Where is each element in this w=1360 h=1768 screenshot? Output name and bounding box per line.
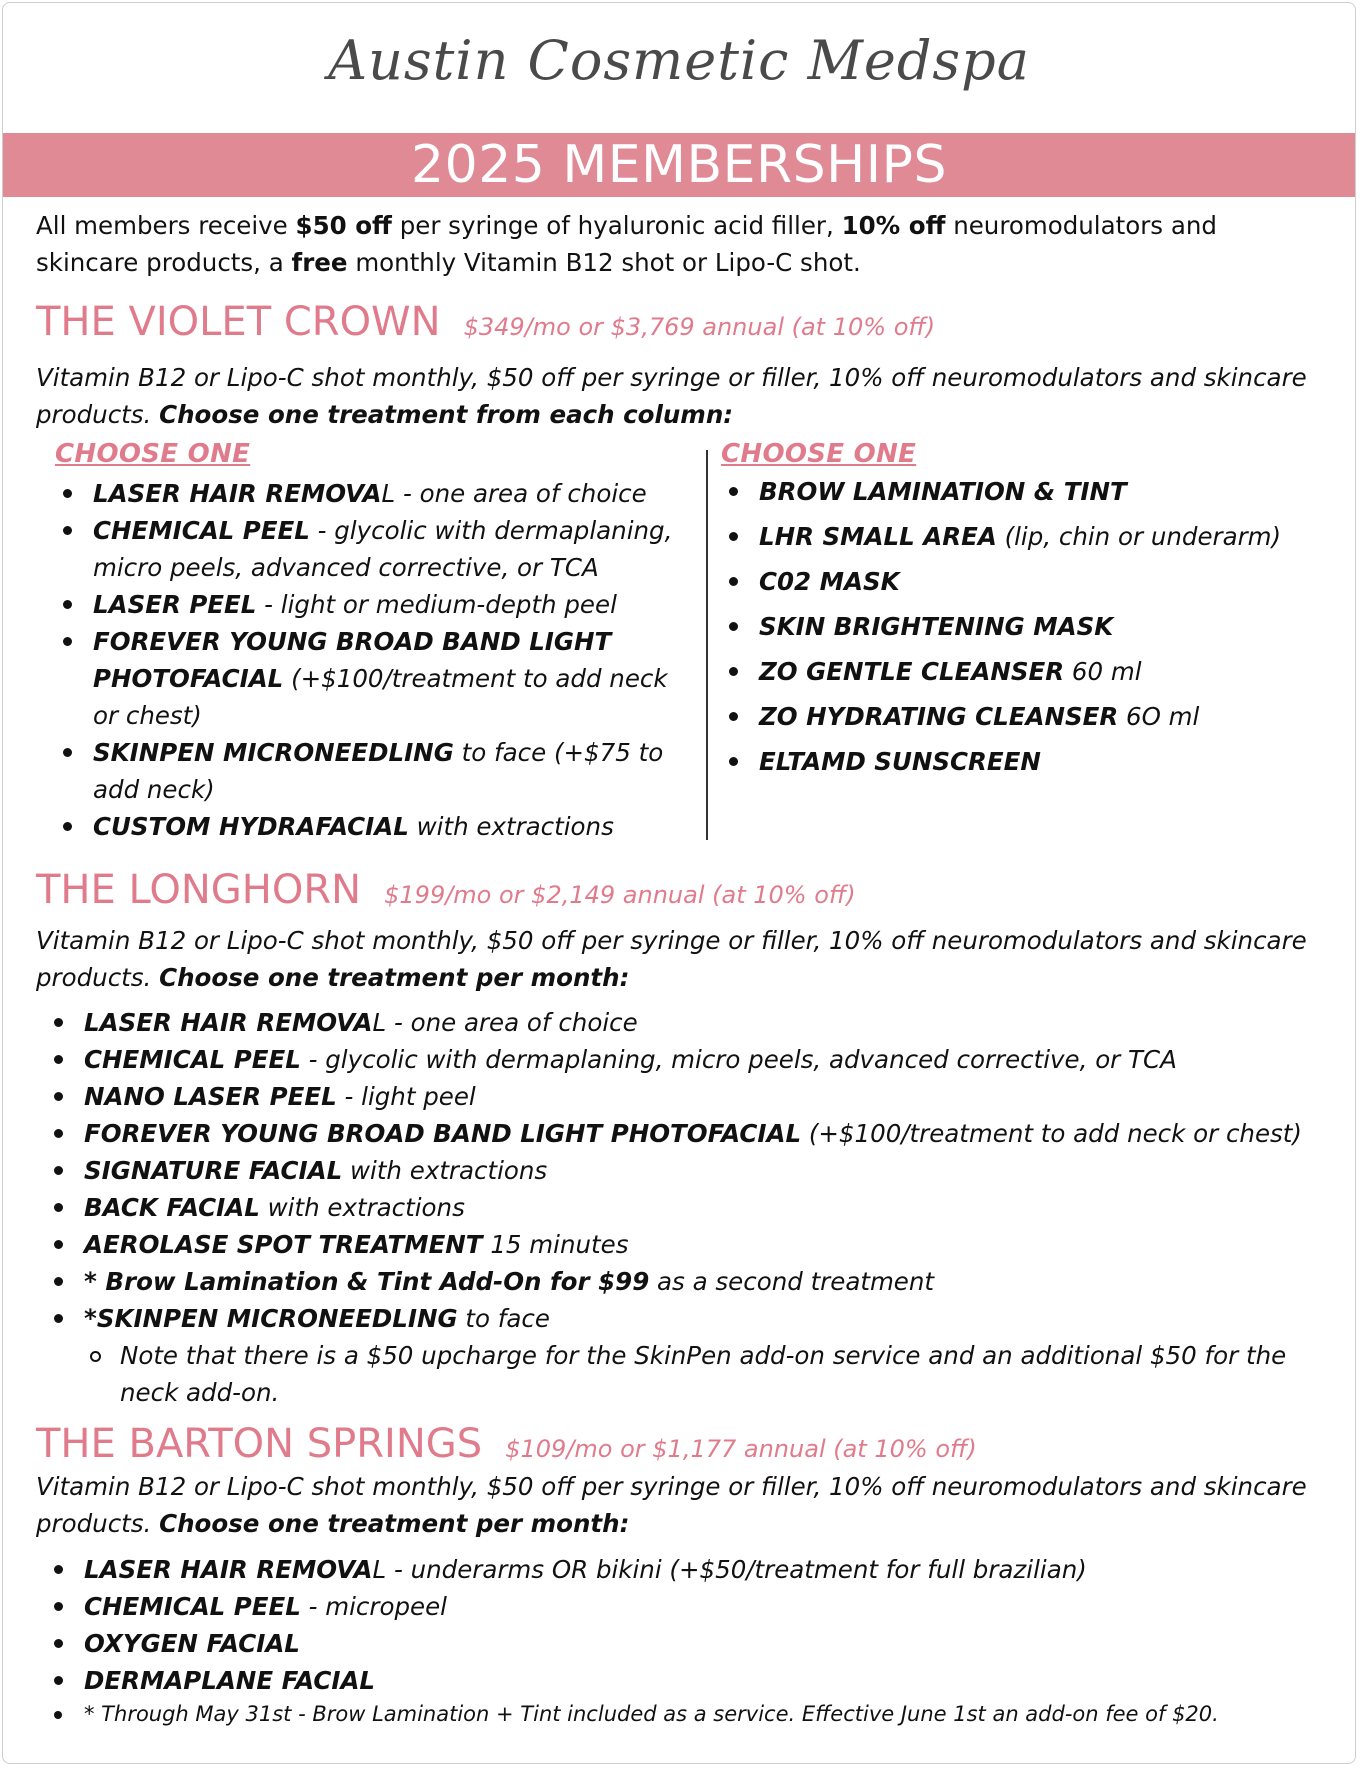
list-item xyxy=(725,559,1335,604)
item-name: CHEMICAL PEEL xyxy=(93,516,310,545)
desc-text: Vitamin B12 or Lipo-C shot monthly, $50 off per syringe or filler, 10% off neuromodulators and skincare products. xyxy=(36,1472,1307,1538)
item-detail: - micropeel xyxy=(300,1592,447,1621)
desc-text: Vitamin B12 or Lipo-C shot monthly, $50 off per syringe or filler, 10% off neuromodulators and skincare products. xyxy=(36,926,1307,992)
skinpen-note: Note that there is a $50 upcharge for the SkinPen add-on service and an additional $50 for the neck add-on. xyxy=(50,1337,1320,1411)
desc-bold: Choose one treatment per month: xyxy=(159,963,630,992)
item-name: ELTAMD SUNSCREEN xyxy=(759,747,1041,776)
list-item xyxy=(50,1115,1320,1152)
footnote-list xyxy=(50,1697,1340,1731)
item-detail: with extractions xyxy=(259,1193,465,1222)
desc-text: Vitamin B12 or Lipo-C shot monthly, $50 off per syringe or filler, 10% off neuromodulators and skincare products. xyxy=(36,363,1307,429)
list-item xyxy=(50,1152,1320,1189)
item-name: ZO HYDRATING CLEANSER xyxy=(759,702,1119,731)
item-name: BROW LAMINATION & TINT xyxy=(759,477,1127,506)
item-name: SIGNATURE FACIAL xyxy=(84,1156,343,1185)
item-detail: L - one area of choice xyxy=(372,1008,638,1037)
item-detail: (+$100/treatment to add neck or chest) xyxy=(93,664,668,730)
item-name: CHEMICAL PEEL xyxy=(84,1592,301,1621)
item-detail: 60 ml xyxy=(1064,657,1142,686)
item-name: FOREVER YOUNG BROAD BAND LIGHT PHOTOFACIAL xyxy=(93,627,612,693)
item-name: SKIN BRIGHTENING MASK xyxy=(759,612,1114,641)
item-name: SKINPEN MICRONEEDLING xyxy=(96,1304,458,1333)
item-name: BACK FACIAL xyxy=(84,1193,260,1222)
intro-part: monthly Vitamin B12 shot or Lipo-C shot. xyxy=(347,248,861,277)
item-detail: 6O ml xyxy=(1118,702,1200,731)
item-detail: L - one area of choice xyxy=(381,479,647,508)
item-name: LASER PEEL xyxy=(93,590,257,619)
item-name: OXYGEN FACIAL xyxy=(84,1629,300,1658)
tier-price-violet-crown: $349/mo or $3,769 annual (at 10% off) xyxy=(463,313,936,341)
tier-price-barton-springs: $109/mo or $1,177 annual (at 10% off) xyxy=(505,1435,977,1463)
item-name: CHEMICAL PEEL xyxy=(84,1045,301,1074)
page-title-banner: 2025 MEMBERSHIPS xyxy=(3,133,1355,197)
list-item xyxy=(50,1078,1320,1115)
item-name: NANO LASER PEEL xyxy=(84,1082,337,1111)
intro-bold: free xyxy=(291,248,348,277)
list-item xyxy=(59,734,689,808)
list-item xyxy=(59,512,689,586)
violet-crown-header xyxy=(36,299,935,345)
intro-bold: $50 off xyxy=(295,211,392,240)
item-name: Brow Lamination & Tint Add-On for $99 xyxy=(105,1267,650,1296)
list-item xyxy=(50,1226,1320,1263)
item-name: LASER HAIR REMOVA xyxy=(93,479,382,508)
item-name: FOREVER YOUNG BROAD BAND LIGHT PHOTOFACIAL xyxy=(84,1119,802,1148)
list-item xyxy=(50,1189,1320,1226)
list-item xyxy=(59,623,689,734)
list-item xyxy=(50,1625,1320,1662)
intro-part: All members receive xyxy=(36,211,296,240)
intro-part: per syringe of hyaluronic acid filler, xyxy=(391,211,842,240)
item-prefix: * xyxy=(84,1267,106,1296)
column-divider xyxy=(706,450,708,840)
list-item xyxy=(50,1041,1320,1078)
item-name: CUSTOM HYDRAFACIAL xyxy=(93,812,409,841)
intro-part: neuromodulators and skincare products, a xyxy=(36,211,1217,277)
tier-name-longhorn: THE LONGHORN xyxy=(36,867,362,913)
list-item xyxy=(50,1263,1320,1300)
list-item xyxy=(59,808,689,845)
list-item xyxy=(725,694,1335,739)
list-item xyxy=(50,1300,1320,1337)
item-detail: - light or medium-depth peel xyxy=(256,590,617,619)
choose-one-right-title: CHOOSE ONE xyxy=(721,439,917,469)
item-detail: as a second treatment xyxy=(649,1267,935,1296)
longhorn-description xyxy=(36,922,1326,996)
tier-name-violet-crown: THE VIOLET CROWN xyxy=(36,299,441,345)
violet-crown-description xyxy=(36,359,1326,433)
list-item xyxy=(59,475,689,512)
item-detail: to face xyxy=(457,1304,550,1333)
item-detail: - light peel xyxy=(336,1082,476,1111)
list-item xyxy=(50,1588,1320,1625)
desc-bold: Choose one treatment from each column: xyxy=(159,400,734,429)
list-item xyxy=(50,1551,1320,1588)
item-detail: to face (+$75 to add neck) xyxy=(93,738,664,804)
item-prefix: * xyxy=(84,1304,97,1333)
barton-springs-list xyxy=(50,1551,1320,1699)
list-item xyxy=(50,1004,1320,1041)
item-name: LASER HAIR REMOVA xyxy=(84,1555,373,1584)
list-item xyxy=(725,514,1335,559)
item-name: C02 MASK xyxy=(759,567,900,596)
choose-one-left-title: CHOOSE ONE xyxy=(55,439,251,469)
barton-springs-description xyxy=(36,1468,1326,1542)
item-name: LASER HAIR REMOVA xyxy=(84,1008,373,1037)
intro-text xyxy=(36,207,1316,281)
item-detail: with extractions xyxy=(342,1156,548,1185)
violet-crown-left-list xyxy=(59,475,689,845)
item-detail: - glycolic with dermaplaning, micro peels, advanced corrective, or TCA xyxy=(300,1045,1177,1074)
list-item xyxy=(725,739,1335,784)
item-detail: (lip, chin or underarm) xyxy=(996,522,1282,551)
list-item xyxy=(725,604,1335,649)
tier-price-longhorn: $199/mo or $2,149 annual (at 10% off) xyxy=(384,881,856,909)
desc-bold: Choose one treatment per month: xyxy=(159,1509,630,1538)
item-name: DERMAPLANE FACIAL xyxy=(84,1666,376,1695)
item-name: LHR SMALL AREA xyxy=(759,522,997,551)
barton-springs-header xyxy=(36,1421,977,1467)
longhorn-header xyxy=(36,867,856,913)
item-detail: - glycolic with dermaplaning, micro peels, advanced corrective, or TCA xyxy=(93,516,673,582)
item-name: AEROLASE SPOT TREATMENT xyxy=(84,1230,483,1259)
brand-logo-text: Austin Cosmetic Medspa xyxy=(328,29,1030,92)
item-name: SKINPEN MICRONEEDLING xyxy=(93,738,454,767)
list-item xyxy=(59,586,689,623)
longhorn-list xyxy=(50,1004,1320,1411)
footnote: * Through May 31st - Brow Lamination + Tint included as a service. Effective June 1st an add-on fee of $20. xyxy=(50,1697,1340,1731)
list-item xyxy=(725,469,1335,514)
list-item xyxy=(725,649,1335,694)
tier-name-barton-springs: THE BARTON SPRINGS xyxy=(36,1421,483,1467)
intro-bold: 10% off xyxy=(841,211,946,240)
violet-crown-right-list xyxy=(725,469,1335,784)
item-detail: L - underarms OR bikini (+$50/treatment for full brazilian) xyxy=(372,1555,1087,1584)
membership-flyer xyxy=(2,2,1356,1764)
item-detail: 15 minutes xyxy=(482,1230,629,1259)
list-item xyxy=(50,1662,1320,1699)
item-detail: (+$100/treatment to add neck or chest) xyxy=(801,1119,1302,1148)
item-name: ZO GENTLE CLEANSER xyxy=(759,657,1065,686)
item-detail: with extractions xyxy=(408,812,614,841)
